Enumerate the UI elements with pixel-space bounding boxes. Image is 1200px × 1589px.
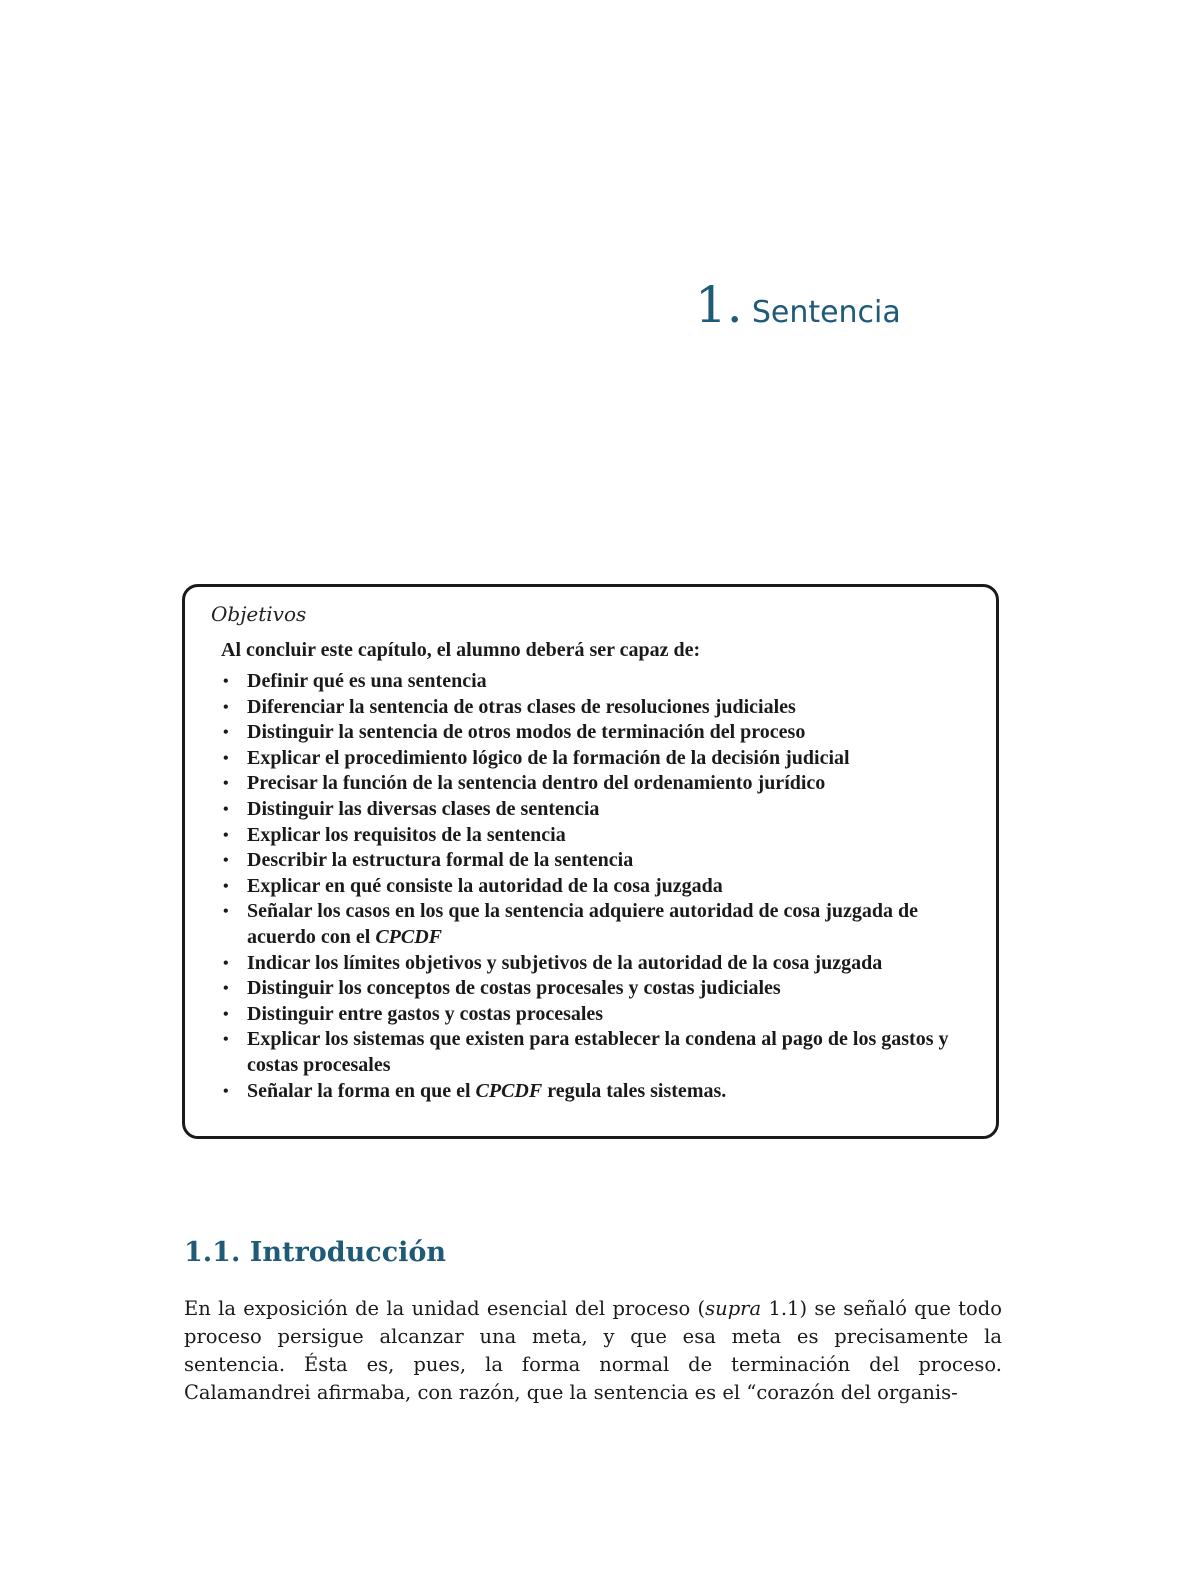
- bullet-icon: •: [223, 826, 229, 844]
- section-heading: 1.1. Introducción: [184, 1237, 447, 1268]
- bullet-icon: •: [223, 1082, 229, 1100]
- objective-emphasis: CPCDF: [475, 1079, 543, 1102]
- objective-item: • Explicar en qué consiste la autoridad de la cosa juzgada: [247, 874, 970, 900]
- paragraph-text: 1.1) se señaló que todo proceso persigue alcanzar una meta, y que esa meta es precisamente la sentencia. Ésta es, pues, la forma normal de terminación del proceso. Calamandrei afirmaba, con razón, que la sentencia es el “corazón del organis-: [184, 1297, 1002, 1404]
- bullet-icon: •: [223, 903, 229, 921]
- body-paragraph: [184, 1295, 1002, 1407]
- objectives-label: Objetivos: [211, 602, 307, 626]
- bullet-icon: •: [223, 1031, 229, 1049]
- paragraph-emphasis: supra: [705, 1297, 762, 1320]
- bullet-icon: •: [223, 698, 229, 716]
- objective-item: • Distinguir los conceptos de costas procesales y costas judiciales: [247, 976, 970, 1002]
- objective-item: • Precisar la función de la sentencia dentro del ordenamiento jurídico: [247, 771, 970, 797]
- objective-item: • Distinguir la sentencia de otros modos de terminación del proceso: [247, 720, 970, 746]
- objective-item: [223, 899, 970, 950]
- objective-item: • Distinguir entre gastos y costas procesales: [247, 1002, 970, 1028]
- paragraph-text: En la exposición de la unidad esencial del proceso (: [184, 1297, 706, 1320]
- chapter-title: Sentencia: [751, 295, 901, 330]
- objective-item: • Distinguir las diversas clases de sentencia: [247, 797, 970, 823]
- bullet-icon: •: [223, 775, 229, 793]
- objective-item: • Explicar los requisitos de la sentencia: [247, 823, 970, 849]
- chapter-heading: [695, 276, 1095, 334]
- objective-text: Señalar la forma en que el: [247, 1079, 476, 1102]
- bullet-icon: •: [223, 673, 229, 690]
- objective-item: • Explicar los sistemas que existen para establecer la condena al pago de los gastos y costas procesales: [223, 1028, 949, 1076]
- objectives-list: [211, 669, 970, 1104]
- bullet-icon: •: [223, 980, 229, 998]
- objective-text: Señalar los casos en los que la sentencia adquiere autoridad de cosa juzgada de acuerdo con el: [247, 900, 918, 948]
- bullet-icon: •: [223, 852, 229, 870]
- bullet-icon: •: [223, 877, 229, 895]
- bullet-icon: •: [223, 954, 229, 972]
- bullet-icon: •: [223, 800, 229, 818]
- objective-emphasis: CPCDF: [375, 925, 442, 948]
- bullet-icon: •: [223, 724, 229, 742]
- objective-item: • Describir la estructura formal de la sentencia: [247, 848, 970, 874]
- chapter-number: 1.: [695, 276, 743, 334]
- objective-item: [223, 1079, 970, 1105]
- objectives-box: [182, 584, 999, 1139]
- objective-text: regula tales sistemas.: [542, 1079, 727, 1102]
- bullet-icon: •: [223, 1005, 229, 1023]
- objective-item: • Diferenciar la sentencia de otras clases de resoluciones judiciales: [247, 695, 970, 721]
- bullet-icon: •: [223, 749, 229, 767]
- objective-item: • Indicar los límites objetivos y subjetivos de la autoridad de la cosa juzgada: [247, 951, 970, 977]
- objective-item: • Explicar el procedimiento lógico de la formación de la decisión judicial: [247, 746, 970, 772]
- objectives-intro: Al concluir este capítulo, el alumno deberá ser capaz de:: [221, 639, 701, 661]
- objective-item: • Definir qué es una sentencia: [247, 669, 970, 695]
